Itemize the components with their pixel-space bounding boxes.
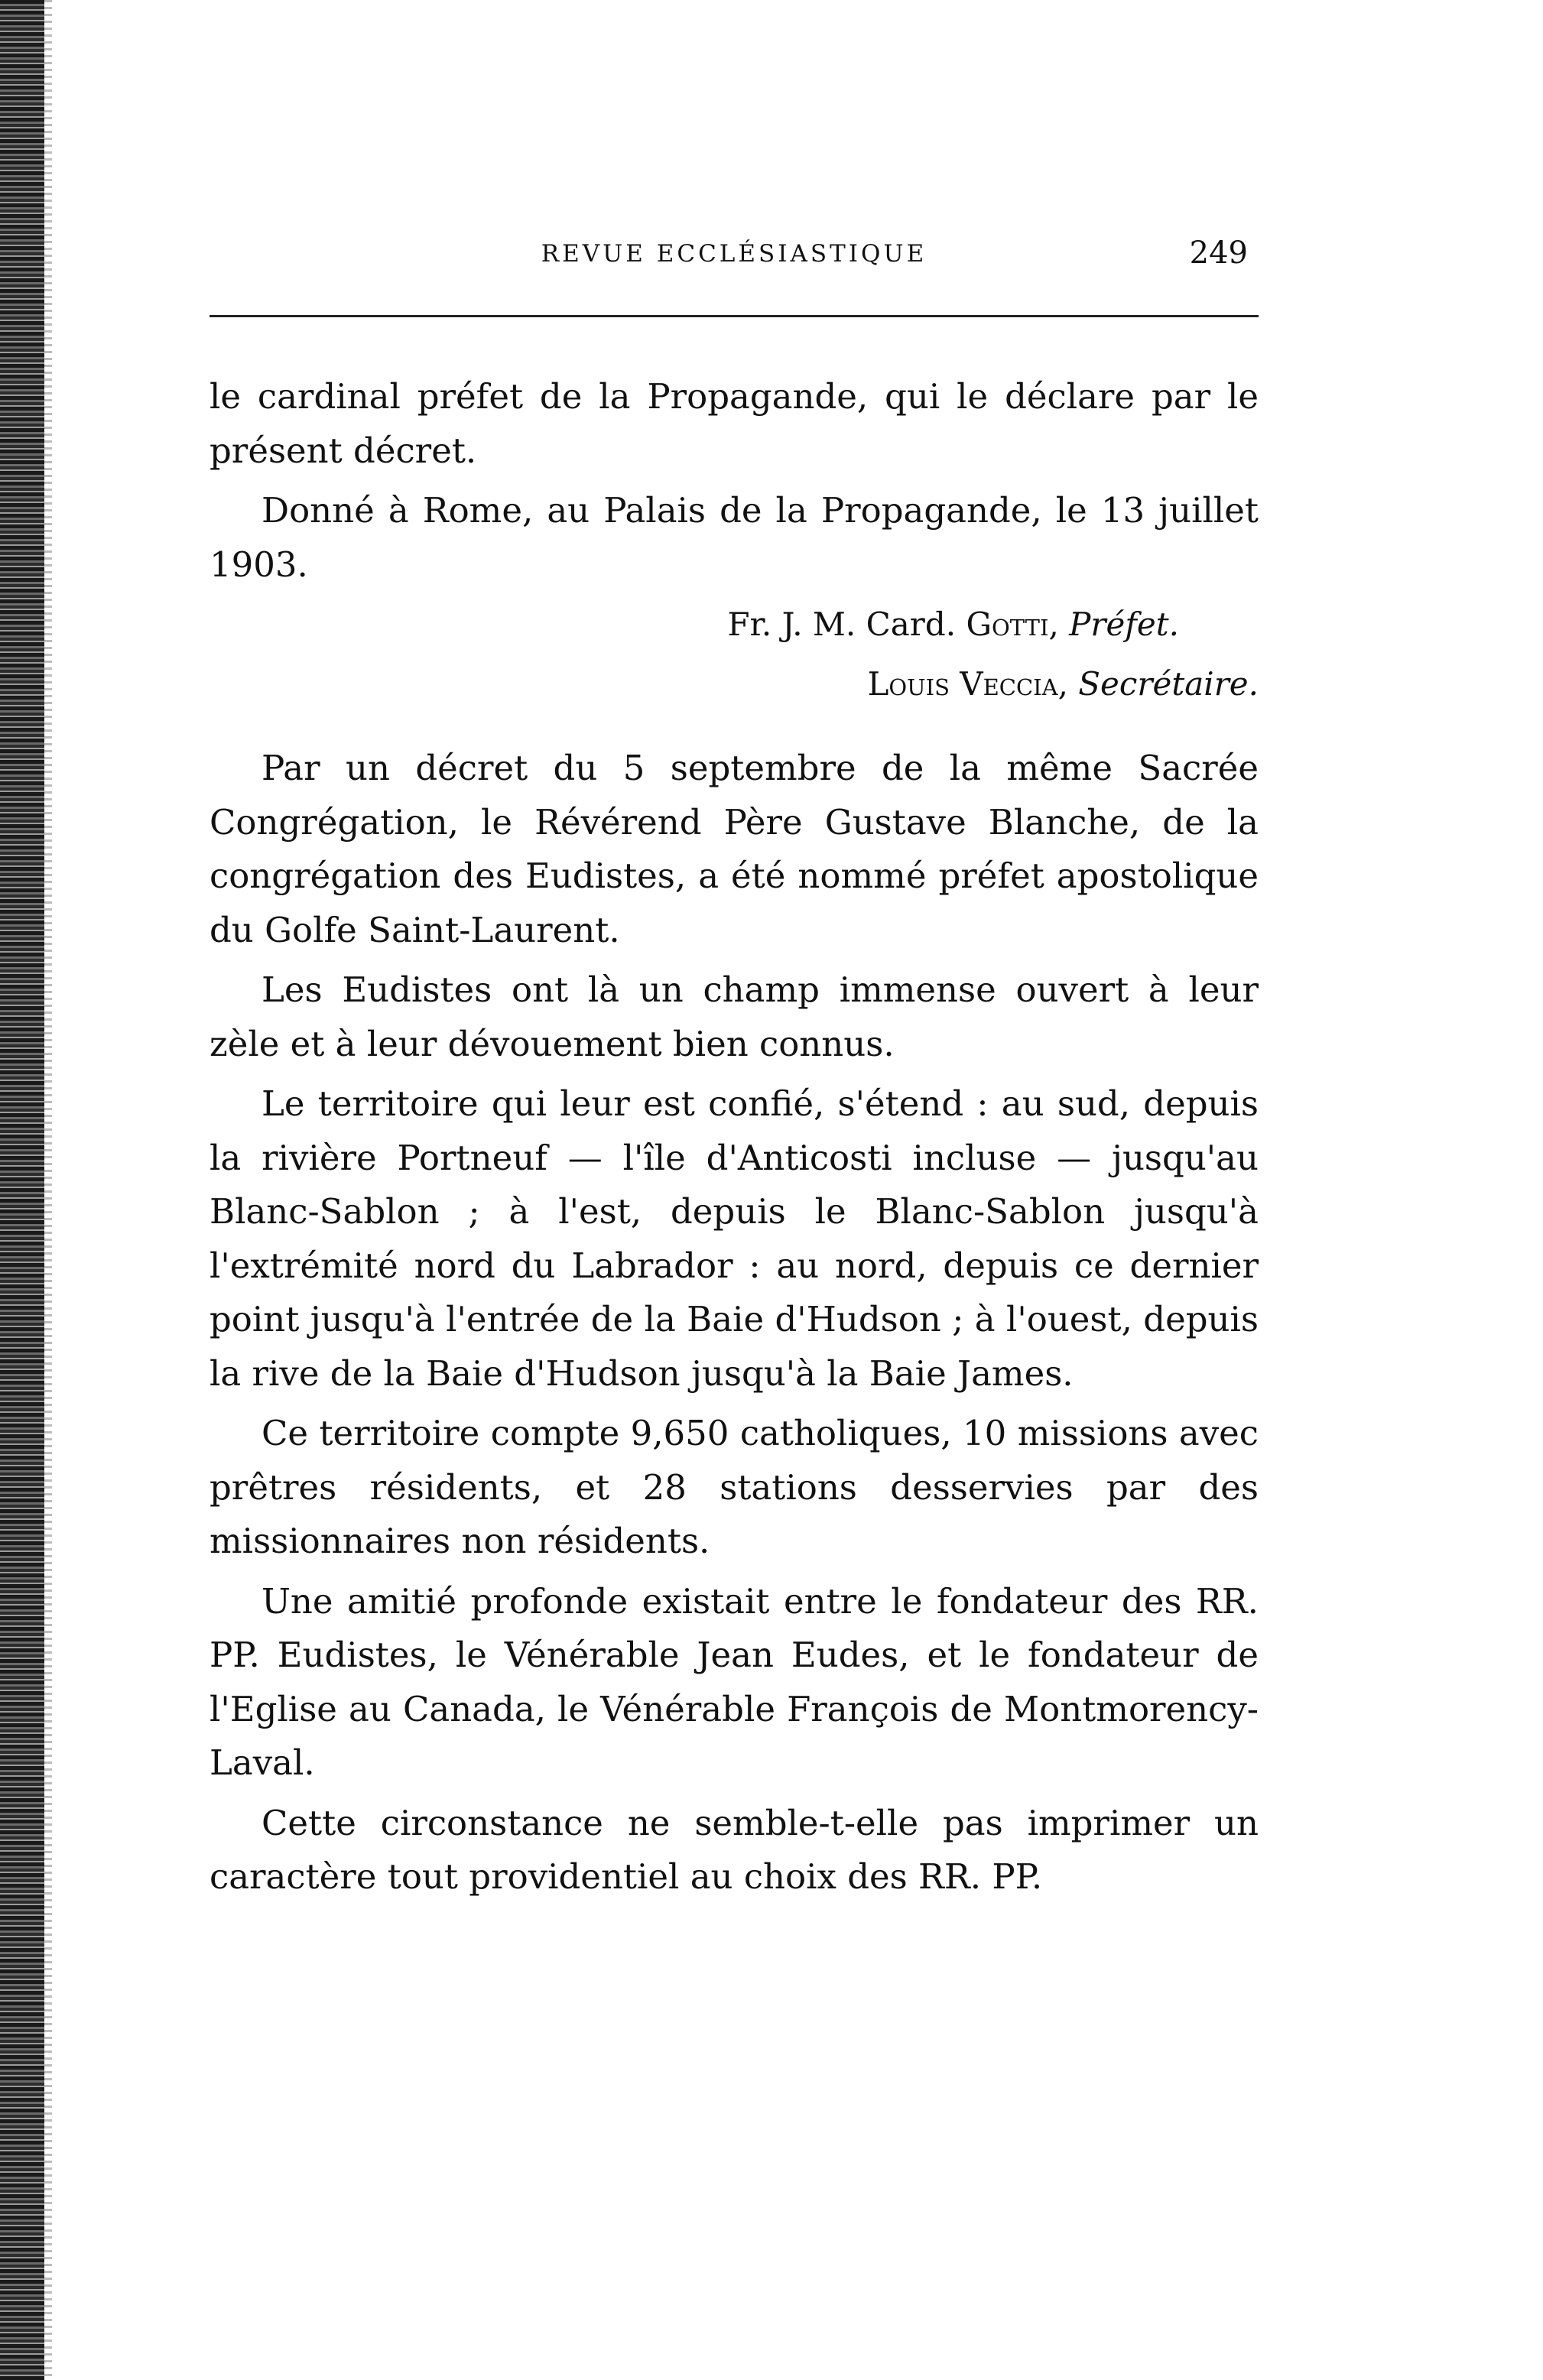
paragraph-given-at-rome: Donné à Rome, au Palais de la Propagande, le 13 juillet 1903.: [210, 490, 1259, 585]
paragraph-eudistes-field: Les Eudistes ont là un champ immense ouvert à leur zèle et à leur dévouement bien connus.: [210, 969, 1259, 1064]
signature-name: Louis Veccia,: [867, 665, 1068, 703]
page-number: 249: [1189, 235, 1248, 271]
signature-veccia: [210, 658, 1259, 711]
signature-block: [210, 598, 1259, 711]
paragraph-statistics: Ce territoire compte 9,650 catholiques, 10 missions avec prêtres résidents, et 28 stations desservies par des missionnaires non résidents.: [210, 1413, 1259, 1561]
paragraph-decree-end: le cardinal préfet de la Propagande, qui le déclare par le présent décret.: [210, 376, 1259, 471]
signature-role: Préfet.: [1069, 606, 1179, 643]
header-rule: [210, 315, 1259, 317]
paragraph-territory: Le territoire qui leur est confié, s'étend : au sud, depuis la rivière Portneuf — l'île d'Anticosti incluse — jusqu'au Blanc-Sablon ; à l'est, depuis le Blanc-Sablon jusqu'à l'extrémité nord du Labrador : au nord, depuis ce dernier point jusqu'à l'entrée de la Baie d'Hudson ; à l'ouest, depuis la rive de la Baie d'Hudson jusqu'à la Baie James.: [210, 1083, 1259, 1394]
page-body: [210, 370, 1259, 1911]
page-header: [210, 235, 1259, 286]
signature-name: Gotti,: [966, 606, 1059, 643]
running-head: REVUE ECCLÉSIASTIQUE: [541, 240, 927, 268]
signature-role: Secrétaire.: [1078, 665, 1259, 703]
signature-prefix: Fr. J. M. Card.: [727, 606, 957, 643]
paragraph-circumstance: Cette circonstance ne semble-t-elle pas imprimer un caractère tout providentiel au choix des RR. PP.: [210, 1802, 1259, 1897]
binding-shadow: [44, 0, 52, 2380]
signature-gotti: [210, 598, 1259, 651]
paragraph-decree-blanche: Par un décret du 5 septembre de la même Sacrée Congrégation, le Révérend Père Gustave Blanche, de la congrégation des Eudistes, a été nommé préfet apostolique du Golfe Saint-Laurent.: [210, 748, 1259, 950]
book-binding-edge: [0, 0, 44, 2380]
paragraph-friendship: Une amitié profonde existait entre le fondateur des RR. PP. Eudistes, le Vénérable Jean Eudes, et le fondateur de l'Eglise au Canada, le Vénérable François de Montmorency-Laval.: [210, 1580, 1259, 1783]
